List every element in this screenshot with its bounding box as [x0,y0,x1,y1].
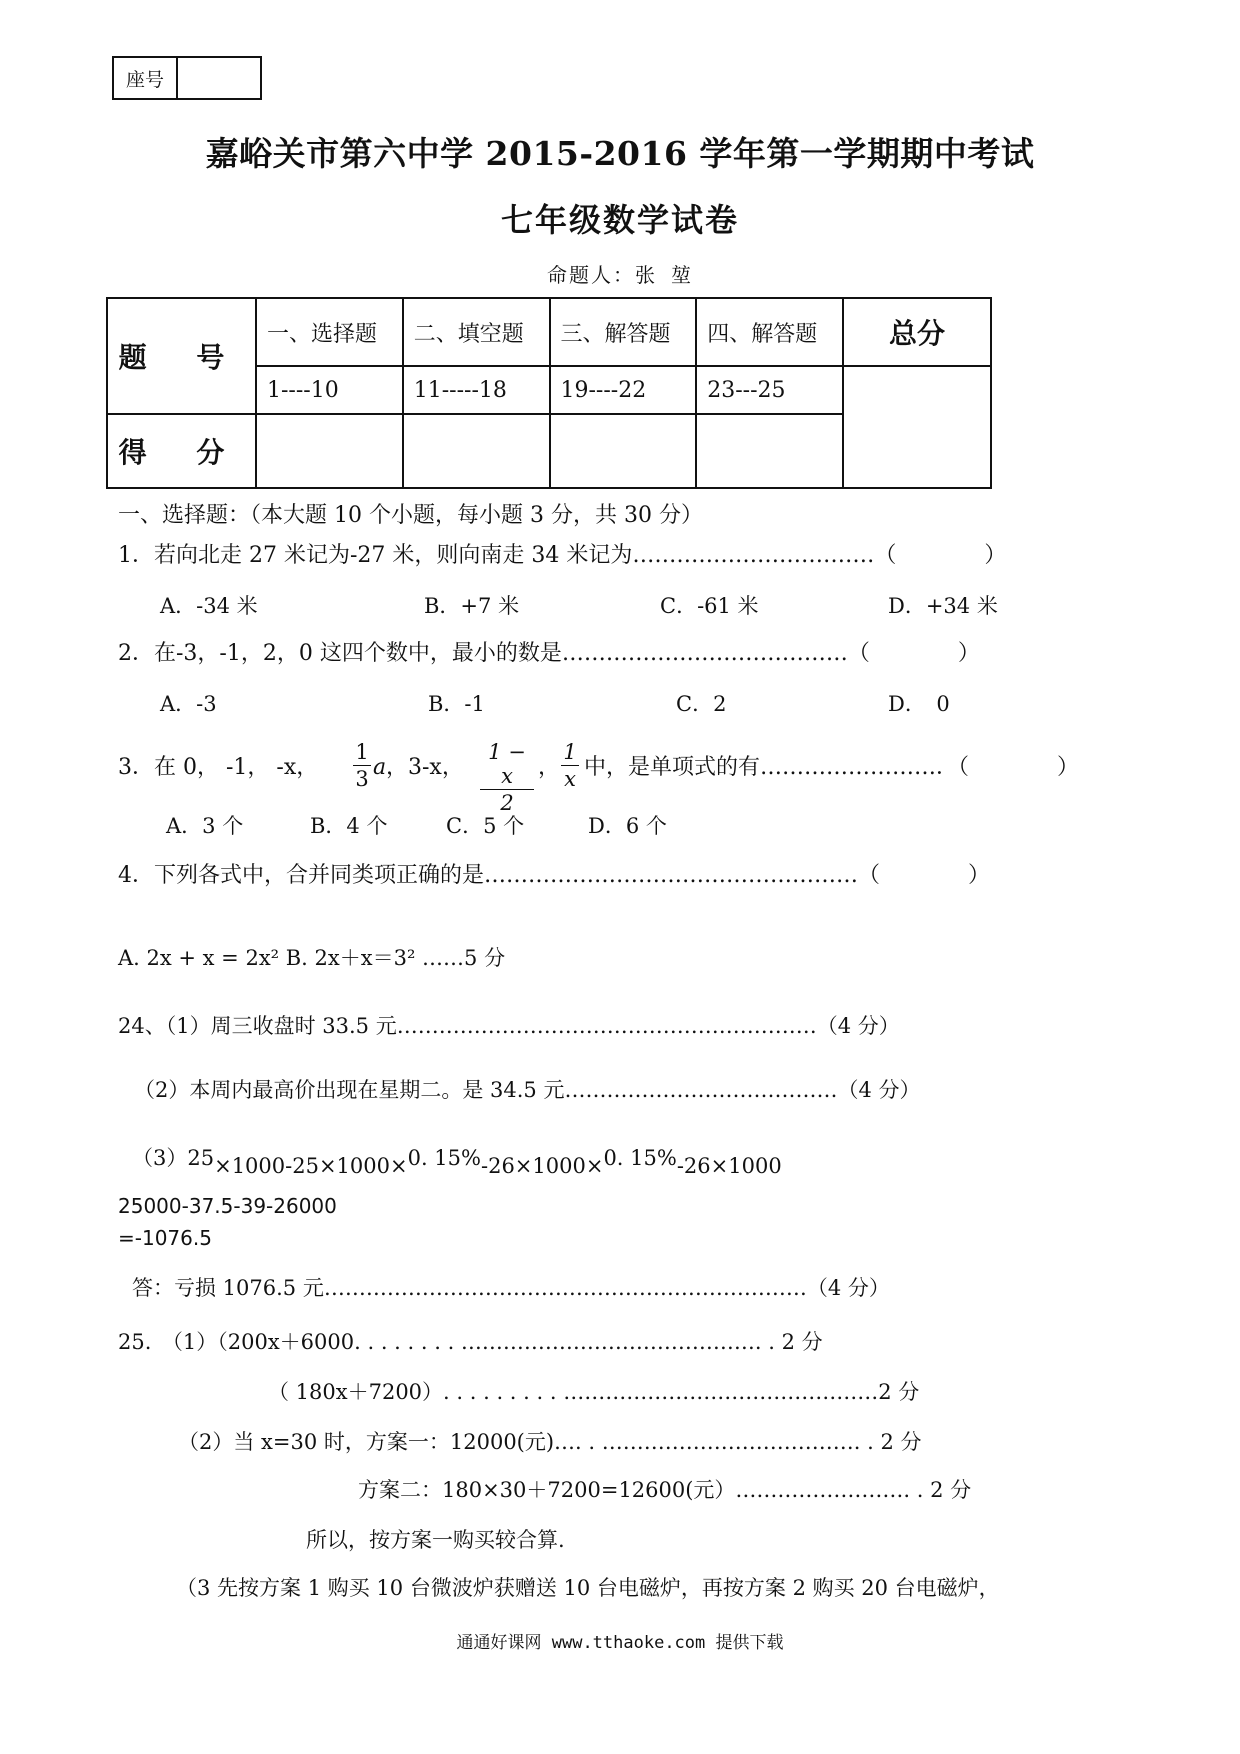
section-4-range: 23---25 [696,366,843,414]
section-2-range: 11-----18 [403,366,550,414]
answer-24-3-part: （3）25 [132,1146,215,1170]
exam-author: 命题人：张 堃 [546,263,694,287]
question-3-lead: 3．在 0， -1， -x， [118,755,319,780]
section-3-range: 19----22 [550,366,697,414]
section-4-score [696,414,843,488]
exam-subtitle: 七年级数学试卷 [500,201,739,239]
q3-fraction-variable: a [373,755,387,780]
answer-24-3-part: ×1000-25×1000× [214,1154,408,1178]
q2-option-b: B．-1 [428,692,485,716]
fraction-numerator: 1 [563,740,577,764]
seat-number-box [112,56,262,100]
question-number-label: 题 号 [107,298,256,414]
section-3-score [550,414,697,488]
q1-option-b: B．+7 米 [424,594,520,618]
q3-fraction-one-third [353,740,371,791]
section-2-name: 二、填空题 [403,298,550,366]
section-1-heading: 一、选择题：（本大题 10 个小题，每小题 3 分，共 30 分） [118,503,703,528]
section-4-name: 四、解答题 [696,298,843,366]
q3-comma: ， [538,755,561,780]
answer-25-1b: （ 180x＋7200）. . . . . . . . . ………………………………………2 分 [268,1380,920,1404]
seat-number-label: 座号 [114,58,178,98]
fraction-numerator: 1 − x [488,740,526,788]
q3-fraction-one-minus-x [480,740,534,815]
fraction-denominator: 3 [355,767,369,791]
q2-option-c: C．2 [676,692,727,716]
score-table [106,297,992,489]
question-3-tail: 中，是单项式的有……………………．（ ） [584,755,1080,780]
section-1-name: 一、选择题 [256,298,403,366]
answer-25-1a: 25. （1）（200x＋6000. . . . . . . . ……………………………………. . 2 分 [118,1330,823,1354]
answer-24-3-part: 0. 15% [407,1146,481,1170]
q3-option-c: C．5 个 [446,814,525,838]
answer-24-3 [132,1144,782,1178]
answer-24-conclusion: 答：亏损 1076.5 元……………………………………………………………（4 分） [132,1276,890,1300]
section-3-name: 三、解答题 [550,298,697,366]
answer-24-1: 24、（1）周三收盘时 33.5 元……………………………………………………（4 分） [118,1014,900,1038]
answer-25-3: （3 先按方案 1 购买 10 台微波炉获赠送 10 台电磁炉，再按方案 2 购买 20 台电磁炉， [176,1576,1000,1600]
answer-25-2c: 所以，按方案一购买较合算. [306,1528,565,1552]
score-label: 得 分 [107,414,256,488]
fraction-numerator: 1 [355,740,369,764]
total-label: 总分 [843,298,991,366]
question-1-text: 1．若向北走 27 米记为-27 米，则向南走 34 米记为……………………………（ ） [118,543,1007,568]
answer-25-2b: 方案二：180×30＋7200=12600(元）……………………. . 2 分 [358,1478,972,1502]
answer-24-3-part: 0. 15% [603,1146,677,1170]
fraction-denominator: x [564,767,576,791]
answer-24-3-part: -26×1000× [480,1154,604,1178]
section-1-range: 1----10 [256,366,403,414]
q3-fraction-one-over-x [561,740,579,791]
answer-24-2: （2）本周内最高价出现在星期二。是 34.5 元…………………………………（4 分） [134,1078,921,1102]
question-4-text: 4．下列各式中，合并同类项正确的是……………………………………………（ ） [118,863,990,888]
q3-option-d: D．6 个 [588,814,667,838]
answer-24-calc-2: =-1076.5 [118,1226,212,1250]
q2-option-d: D． 0 [888,692,950,716]
q3-option-a: A．3 个 [166,814,244,838]
q3-option-b: B．4 个 [310,814,388,838]
section-2-score [403,414,550,488]
q1-option-c: C．-61 米 [660,594,759,618]
seat-number-blank [178,58,260,98]
q2-option-a: A．-3 [160,692,217,716]
section-1-score [256,414,403,488]
q1-option-d: D．+34 米 [888,594,998,618]
total-score-cell [843,366,991,488]
answer-25-2a: （2）当 x=30 时，方案一：12000(元)…. . ………………………………. . 2 分 [178,1430,922,1454]
answer-24-calc-1: 25000-37.5-39-26000 [118,1194,337,1218]
question-2-text: 2．在-3，-1，2，0 这四个数中，最小的数是…………………………………（ ） [118,641,980,666]
q1-option-a: A．-34 米 [160,594,258,618]
fraction-denominator: 2 [500,791,514,815]
question-3-mid: ，3-x， [386,755,464,780]
footer-source: 通通好课网 www.tthaoke.com 提供下载 [456,1633,784,1653]
exam-title: 嘉峪关市第六中学 2015-2016 学年第一学期期中考试 [205,134,1035,173]
answer-line-a: A. 2x + x = 2x² B. 2x＋x＝3² ……5 分 [118,946,506,970]
answer-24-3-part: -26×1000 [676,1154,782,1178]
